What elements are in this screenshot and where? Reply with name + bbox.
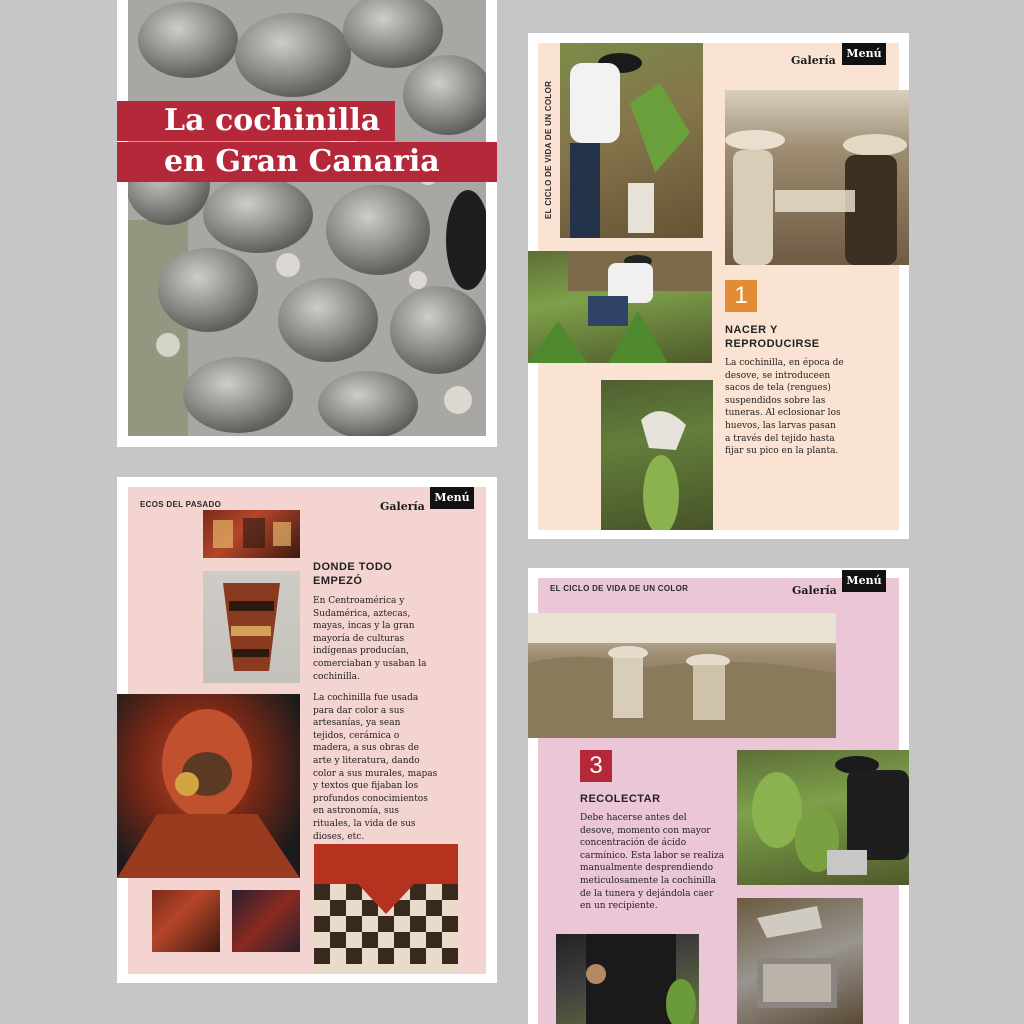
menu-button[interactable]: Menú bbox=[842, 43, 886, 65]
body-line: dioses, etc. bbox=[313, 831, 365, 842]
body-line: rituales, la vida de sus bbox=[313, 818, 416, 829]
body-line: comerciaban y usaban la bbox=[313, 658, 427, 669]
body-line: arte y literatura, dando bbox=[313, 755, 420, 766]
photo-inca-vase bbox=[203, 571, 300, 683]
page-nacer-background bbox=[538, 43, 899, 530]
body-line: profundos conocimientos bbox=[313, 793, 428, 804]
menu-button[interactable]: Menú bbox=[430, 487, 474, 509]
body-line: tejidos, cerámica o bbox=[313, 730, 400, 741]
step-heading bbox=[725, 323, 820, 351]
body-line: La cochinilla fue usada bbox=[313, 693, 419, 703]
photo-worker-collecting bbox=[737, 750, 909, 885]
galeria-link[interactable]: Galería bbox=[792, 584, 837, 597]
photo-textile-detail-1 bbox=[152, 890, 220, 952]
step-heading: RECOLECTAR bbox=[580, 793, 661, 805]
body-line: cochinilla. bbox=[313, 671, 360, 682]
photo-ceramic-detail bbox=[203, 510, 300, 558]
body-line: Debe hacerse antes del bbox=[580, 813, 687, 823]
page-nacer[interactable] bbox=[528, 33, 909, 539]
body-line: a través del tejido hasta bbox=[725, 433, 835, 444]
body-line: para dar color a sus bbox=[313, 705, 405, 716]
step-heading-line2: REPRODUCIRSE bbox=[725, 338, 820, 350]
menu-button[interactable]: Menú bbox=[842, 570, 886, 592]
section-label: EL CICLO DE VIDA DE UN COLOR bbox=[544, 80, 553, 219]
body-line: concentración de ácido bbox=[580, 838, 687, 849]
step-body bbox=[580, 812, 740, 913]
body-line: desove, momento con mayor bbox=[580, 825, 711, 836]
body-line: La cochinilla, en época de bbox=[725, 358, 844, 368]
ecos-heading-line2: EMPEZÓ bbox=[313, 575, 363, 587]
cover-page[interactable] bbox=[117, 0, 497, 447]
photo-scraping-container bbox=[737, 898, 863, 1024]
ecos-heading bbox=[313, 560, 392, 588]
body-line: mayoría de culturas bbox=[313, 633, 405, 644]
page-ecos-background bbox=[128, 487, 486, 974]
galeria-link[interactable]: Galería bbox=[380, 500, 425, 513]
body-line: y textos que fijaban los bbox=[313, 781, 419, 792]
body-line: madera, a sus obras de bbox=[313, 743, 419, 754]
body-line: En Centroamérica y bbox=[313, 596, 405, 606]
page-ecos[interactable] bbox=[117, 477, 497, 983]
ecos-body-paragraph-1 bbox=[313, 595, 478, 683]
step-heading-line1: NACER Y bbox=[725, 324, 778, 336]
body-line: color a sus murales, mapas bbox=[313, 768, 438, 779]
body-line: manualmente desprendiendo bbox=[580, 863, 714, 874]
cover-title-line1: La cochinilla bbox=[117, 101, 395, 141]
body-line: carmínico. Esta labor se realiza bbox=[580, 850, 725, 861]
galeria-link[interactable]: Galería bbox=[791, 54, 836, 67]
photo-checkered-tunic bbox=[314, 844, 458, 974]
body-line: de la tunera y dejándola caer bbox=[580, 888, 714, 899]
body-line: sacos de tela (rengues) bbox=[725, 383, 831, 394]
step-number-box: 1 bbox=[725, 280, 757, 312]
photo-mummy-textile bbox=[117, 694, 300, 878]
body-line: artesanías, ya sean bbox=[313, 718, 401, 729]
body-line: meticulosamente la cochinilla bbox=[580, 875, 717, 886]
cochineal-insects-illustration bbox=[128, 0, 486, 436]
body-line: en un recipiente. bbox=[580, 901, 658, 912]
page-recolectar[interactable] bbox=[528, 568, 909, 1024]
cover-title-line2: en Gran Canaria bbox=[117, 142, 497, 182]
body-line: suspendidos sobre las bbox=[725, 395, 826, 406]
photo-man-planting bbox=[528, 251, 712, 363]
ecos-heading-line1: DONDE TODO bbox=[313, 561, 393, 573]
photo-cactus-bag bbox=[601, 380, 713, 530]
body-line: Sudamérica, aztecas, bbox=[313, 608, 411, 619]
photo-historic-harvest bbox=[528, 613, 836, 738]
body-line: indígenas producían, bbox=[313, 646, 410, 657]
cover-photo-cochineal bbox=[128, 0, 486, 436]
photo-worker-black-shirt bbox=[556, 934, 699, 1024]
body-line: tuneras. Al eclosionar los bbox=[725, 408, 841, 419]
body-line: en astronomía, sus bbox=[313, 806, 400, 817]
photo-farmer-bag bbox=[560, 43, 703, 238]
body-line: desove, se introduceen bbox=[725, 370, 831, 381]
body-line: mayas, incas y la gran bbox=[313, 621, 415, 632]
body-line: fijar su pico en la planta. bbox=[725, 446, 839, 457]
section-label: ECOS DEL PASADO bbox=[140, 500, 222, 509]
photo-historic-women bbox=[725, 90, 909, 265]
ecos-body-paragraph-2 bbox=[313, 692, 478, 843]
page-recolectar-background bbox=[538, 574, 899, 1024]
section-label: EL CICLO DE VIDA DE UN COLOR bbox=[550, 584, 689, 593]
step-body bbox=[725, 357, 895, 458]
photo-textile-detail-2 bbox=[232, 890, 300, 952]
step-number-box: 3 bbox=[580, 750, 612, 782]
body-line: huevos, las larvas pasan bbox=[725, 420, 836, 431]
